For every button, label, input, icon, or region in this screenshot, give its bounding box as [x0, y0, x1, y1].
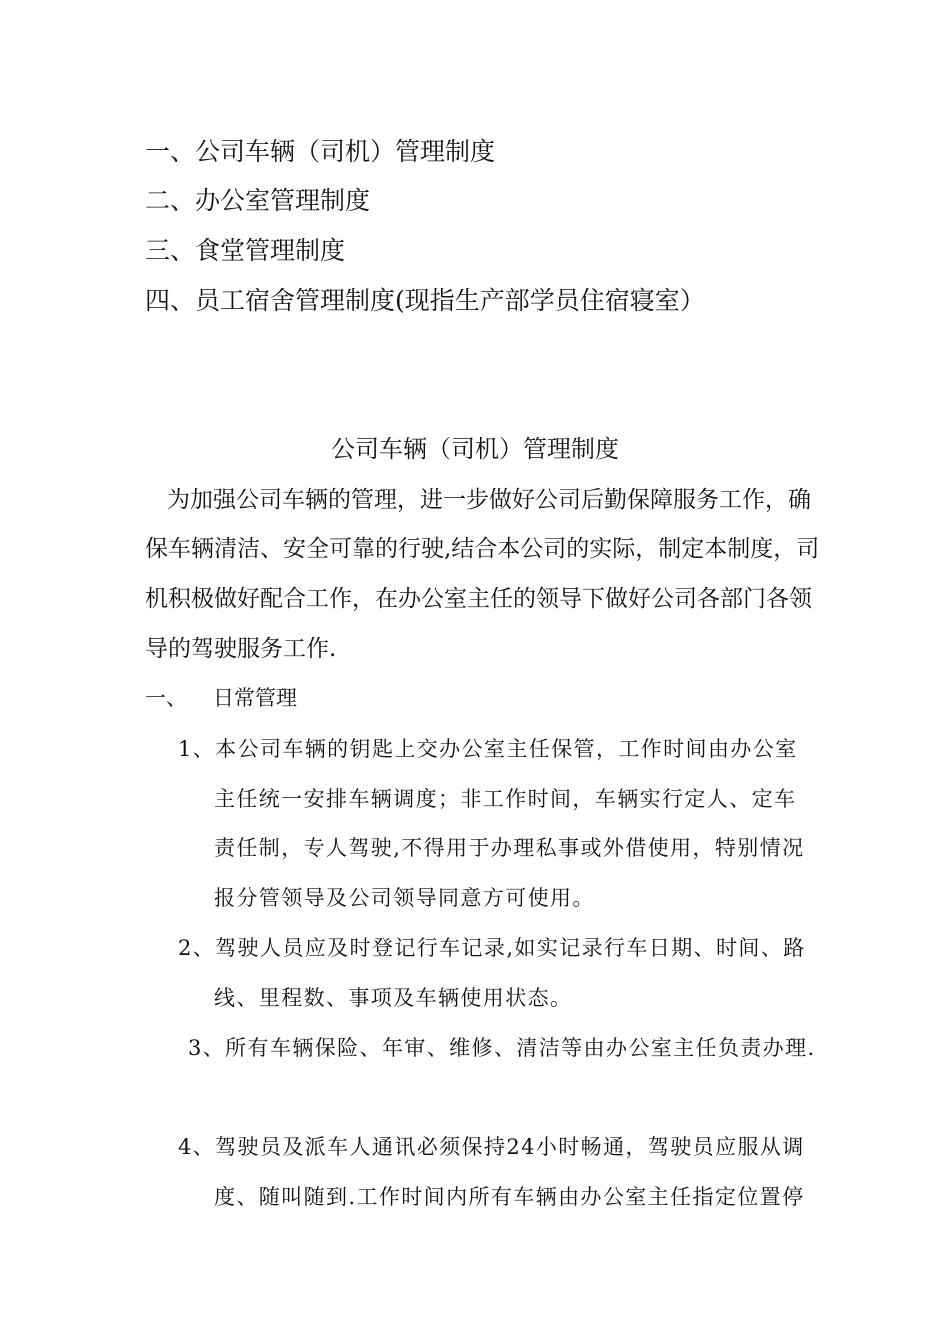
item-2-line-1: 2、驾驶人员应及时登记行车记录,如实记录行车日期、时间、路 [178, 936, 806, 960]
intro-line-1: 为加强公司车辆的管理，进一步做好公司后勤保障服务工作，确 [167, 487, 811, 513]
item-1-line-4: 报分管领导及公司领导同意方可使用。 [214, 886, 595, 910]
item-1-line-1: 1、本公司车辆的钥匙上交办公室主任保管，工作时间由办公室 [178, 737, 798, 761]
section-heading [145, 683, 297, 713]
item-3-line-1: 3、所有车辆保险、年审、维修、清洁等由办公室主任负责办理. [188, 1036, 816, 1060]
item-2-line-2: 线、里程数、事项及车辆使用状态。 [214, 986, 573, 1010]
section-title: 日常管理 [213, 686, 297, 710]
toc-item-1: 一、公司车辆（司机）管理制度 [145, 137, 496, 166]
intro-line-4: 导的驾驶服务工作. [145, 636, 337, 662]
item-1-line-2: 主任统一安排车辆调度；非工作时间，车辆实行定人、定车 [214, 787, 797, 811]
item-1-line-3: 责任制，专人驾驶,不得用于办理私事或外借使用，特别情况 [214, 836, 805, 860]
intro-line-2: 保车辆清洁、安全可靠的行驶,结合本公司的实际，制定本制度，司 [145, 536, 820, 562]
intro-line-3: 机积极做好配合工作，在办公室主任的领导下做好公司各部门各领 [145, 586, 812, 612]
section-number: 一、 [145, 686, 187, 710]
toc-item-3: 三、食堂管理制度 [145, 236, 346, 265]
toc-item-4: 四、员工宿舍管理制度(现指生产部学员住宿寝室） [145, 286, 705, 315]
item-4-line-2: 度、随叫随到.工作时间内所有车辆由办公室主任指定位置停 [214, 1185, 805, 1209]
item-4-line-1: 4、驾驶员及派车人通讯必须保持24小时畅通，驾驶员应服从调 [178, 1135, 805, 1159]
document-title: 公司车辆（司机）管理制度 [331, 435, 619, 463]
toc-item-2: 二、办公室管理制度 [145, 186, 371, 215]
